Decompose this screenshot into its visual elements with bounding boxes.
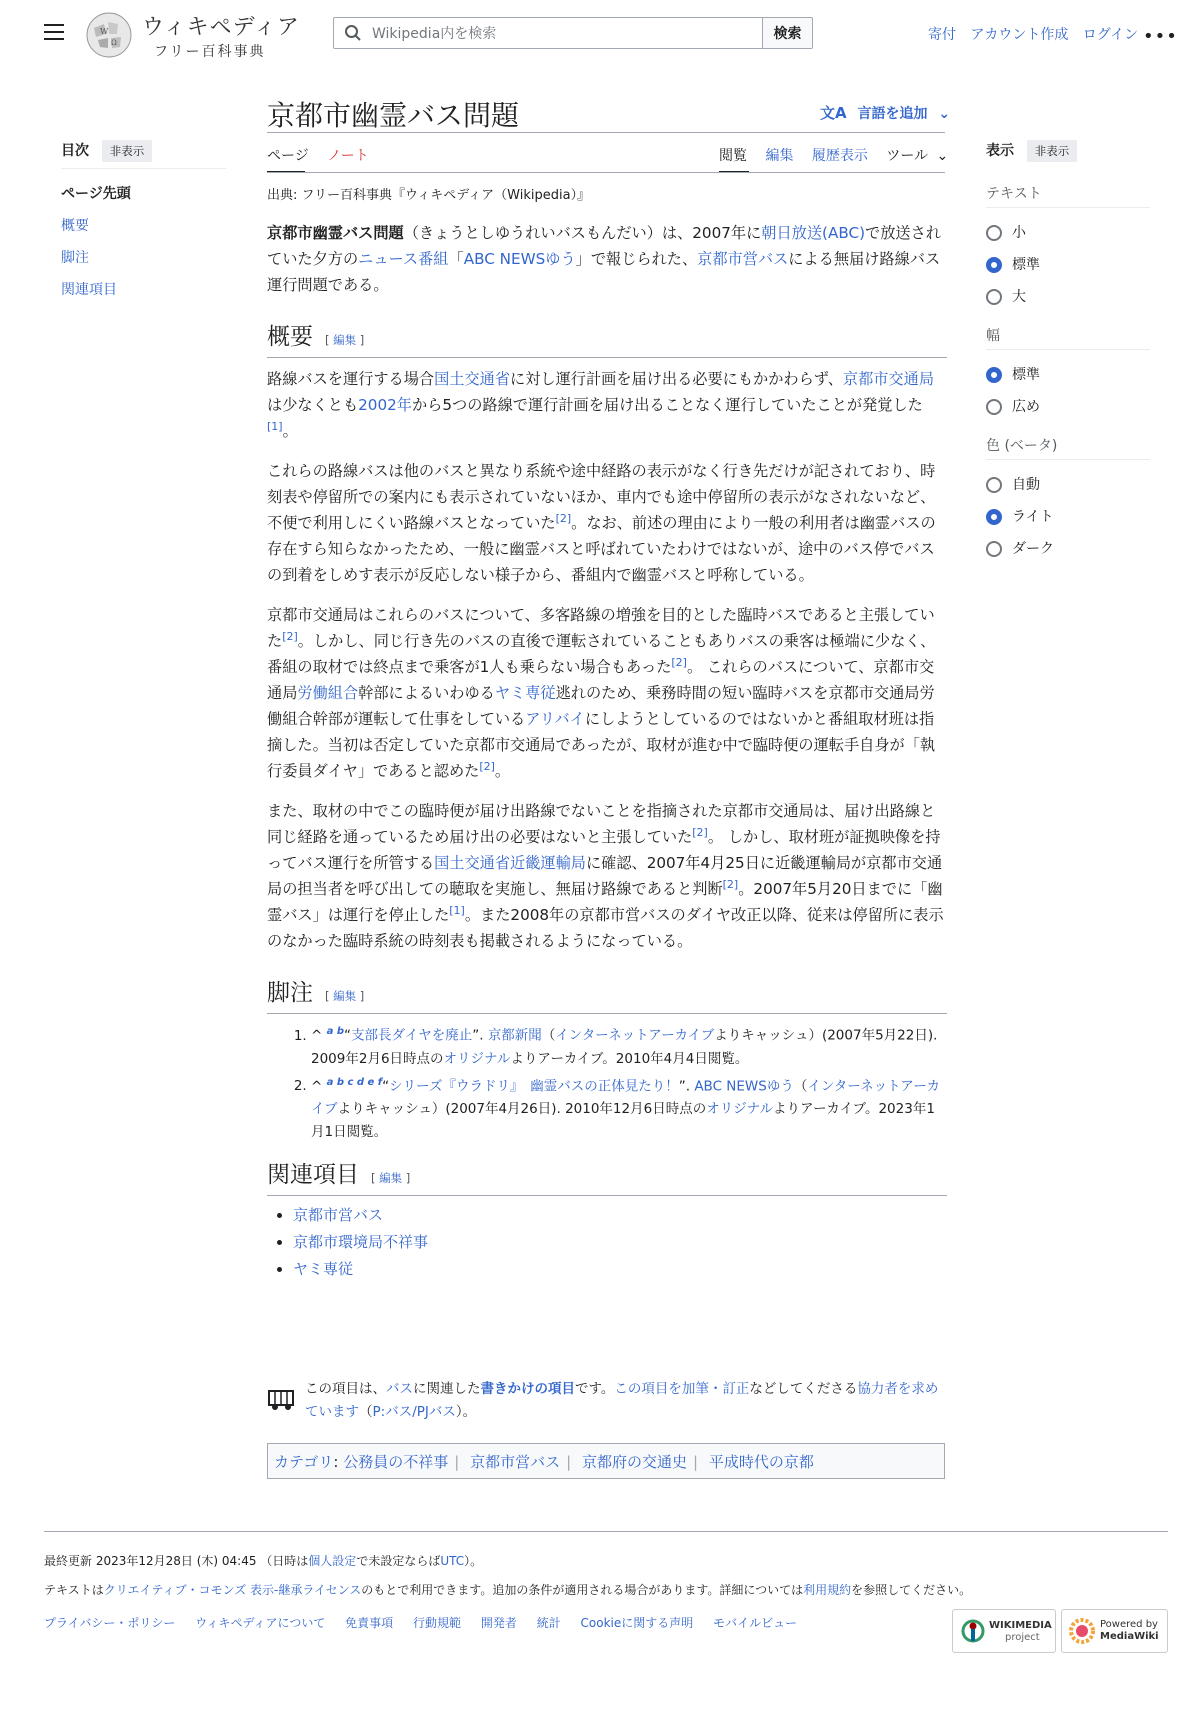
paragraph: これらの路線バスは他のバスと異なり系統や途中経路の表示がなく行き先だけが記されており、時刻表や停留所での案内にも表示されていないほか、車内でも途中停留所の表示がなされないなど、不便で利用しにくい路線バスとなっていた[2]。なお、前述の理由により一般の利用者は幽霊バスの存在すら知らなかったため、一般に幽霊バスと呼ばれていたわけではないが、途中のバス停でバスの到着をしめす表示が反応しない様子から、番組内で幽霊バスと呼称している。 [267,462,936,584]
badge-text: Powered by [1100,1619,1158,1630]
footer-link[interactable]: 行動規範 [413,1616,462,1630]
svg-text:W: W [100,27,109,36]
wikipedia-wordmark[interactable] [142,10,300,61]
link[interactable]: 京都市交通局 [842,370,935,388]
badge-text: project [1005,1632,1040,1643]
divider [986,207,1150,208]
text-size-standard-radio[interactable] [986,254,1040,274]
radio-label: 小 [1012,225,1026,241]
appearance-title: 表示 [986,143,1014,159]
footer-divider [44,1531,1168,1532]
article-content [267,220,947,1283]
edit-section-link[interactable]: 編集 [333,333,357,347]
section-heading-notes: 脚注 [ 編集 ] [267,980,947,1014]
link[interactable]: 2002年 [358,396,412,414]
link[interactable]: シリーズ『ウラドリ』 幽霊バスの正体見たり！ [389,1078,679,1094]
wordmark-tagline: フリー百科事典 [154,44,266,60]
width-standard-radio[interactable] [986,364,1040,384]
login-link[interactable]: ログイン [1082,27,1139,43]
radio-circle [986,399,1002,415]
list-item [293,1202,947,1229]
lead-paragraph: 京都市幽霊バス問題（きょうとしゆうれいバスもんだい）は、2007年に朝日放送(ABC)で放送されていた夕方のニュース番組「ABC NEWSゆう」で報じられた、京都市営バスによる無届け路線バス運行問題である。 [267,224,941,294]
reference-item: 1. ^ $^{a b}$“支部長ダイヤを廃止”. 京都新聞（インターネットアーカイブよりキャッシュ）(2007年5月22日). 2009年2月6日時点のオリジナルよりアーカイブ。2010年4月4日閲覧。 [311,1020,947,1071]
link[interactable]: バス [386,1381,413,1397]
tab-history[interactable]: 履歴表示 [811,148,868,164]
last-modified: 最終更新 2023年12月28日 (木) 04:45 （日時は個人設定で未設定ならばUTC）。 [44,1554,483,1568]
main-menu-button[interactable] [44,24,64,40]
section-heading-see-also: 関連項目 [ 編集 ] [267,1162,947,1196]
badge-text: MediaWiki [1100,1631,1159,1642]
categories-link[interactable]: カテゴリ [274,1453,334,1471]
link[interactable]: 国土交通省 [434,370,510,388]
link[interactable]: クリエイティブ・コモンズ 表示-継承ライセンス [103,1583,362,1597]
category-link[interactable]: 公務員の不祥事 [343,1453,449,1471]
category-link[interactable]: 京都府の交通史 [581,1453,687,1471]
text-size-small-radio[interactable] [986,222,1026,242]
text-size-large-radio[interactable] [986,286,1026,306]
radio-circle [986,225,1002,241]
tab-edit[interactable]: 編集 [765,148,794,164]
width-label: 幅 [986,328,1000,344]
see-also-link[interactable]: 京都市環境局不祥事 [293,1233,429,1251]
chevron-down-icon: ⌄ [938,106,951,122]
link[interactable]: ABC NEWSゆう [694,1078,794,1094]
link[interactable]: 京都新聞 [487,1027,542,1044]
link[interactable]: 国土交通省近畿運輸局 [434,854,586,872]
category-box: カテゴリ: 公務員の不祥事 | 京都市営バス | 京都府の交通史 | 平成時代の京都 [267,1443,945,1479]
link[interactable]: この項目を加筆・訂正 [614,1381,750,1397]
see-also-list [267,1202,947,1283]
search-button[interactable]: 検索 [762,17,813,49]
color-label: 色 (ベータ) [986,438,1058,454]
radio-label: ライト [1012,509,1054,525]
list-item [293,1256,947,1283]
link[interactable]: ニュース番組 [358,250,449,268]
category-link[interactable]: 京都市営バス [470,1453,561,1471]
link[interactable]: P:バス/PJバス [372,1404,456,1420]
text-size-label: テキスト [986,186,1042,202]
site-subtitle: 出典: フリー百科事典『ウィキペディア（Wikipedia）』 [267,188,591,203]
edit-section-link[interactable]: 編集 [379,1171,403,1185]
footer-link[interactable]: モバイルビュー [713,1616,798,1630]
wikimedia-logo-icon [961,1619,985,1643]
color-auto-radio[interactable] [986,474,1040,494]
list-item [293,1229,947,1256]
footer-link[interactable]: Cookieに関する声明 [580,1616,694,1630]
title-divider [267,132,945,133]
radio-circle [986,477,1002,493]
add-language-label: 言語を追加 [857,106,928,122]
translate-icon: 文A [820,104,847,122]
divider [986,349,1150,350]
toc-title: 目次 [61,143,89,159]
toc-item-top[interactable]: ページ先頭 [61,186,131,202]
powered-by-mediawiki-badge[interactable] [1061,1609,1168,1653]
radio-circle [986,289,1002,305]
radio-circle-selected [986,509,1002,525]
tab-read[interactable]: 閲覧 [719,148,747,164]
add-language-button[interactable] [820,102,950,123]
footer-link[interactable]: 統計 [536,1616,561,1630]
width-wide-radio[interactable] [986,396,1040,416]
paragraph: また、取材の中でこの臨時便が届け出路線でないことを指摘された京都市交通局は、届け出路線と同じ経路を通っているため届け出の必要はないと主張していた[2]。 しかし、取材班が証拠映像を持ってバス運行を所管する国土交通省近畿運輸局に確認、2007年4月25日に近畿運輸局が京都市交通局の担当者を呼び出しての聴取を実施し、無届け路線であると判断[2]。2007年5月20日までに「幽霊バス」は運行を停止した[1]。また2008年の京都市営バスのダイヤ改正以降、従来は停留所に表示のなかった臨時系統の時刻表も掲載されるようになっている。 [267,802,944,950]
paragraph: 京都市交通局はこれらのバスについて、多客路線の増強を目的とした臨時バスであると主張していた[2]。しかし、同じ行き先のバスの直後で運転されていることもありバスの乗客は極端に少なく、番組の取材では終点まで乗客が1人も乗らない場合もあった[2]。 これらのバスについて、京都市交通局労働組合幹部によるいわゆるヤミ専従逃れのため、乗務時間の短い臨時バスを京都市交通局労働組合幹部が運転して仕事をしているアリバイにしようとしているのではないかと番組取材班は指摘した。当初は否定していた京都市交通局であったが、取材が進む中で臨時便の運転手自身が「執行委員ダイヤ」であると認めた[2]。 [267,606,936,780]
footer-link[interactable]: プライバシー・ポリシー [44,1616,176,1630]
radio-circle-selected [986,257,1002,273]
page-title: 京都市幽霊バス問題 [267,99,520,132]
link[interactable]: 書きかけの項目 [480,1381,575,1397]
link[interactable]: 労働組合 [297,684,359,702]
user-links [928,24,1148,44]
category-link[interactable]: 平成時代の京都 [708,1453,814,1471]
wordmark-title: ウィキペディア [142,15,300,40]
link[interactable]: ABC NEWSゆう [463,250,576,268]
tab-talk[interactable]: ノート [327,148,369,164]
paragraph: 路線バスを運行する場合国土交通省に対し運行計画を届け出る必要にもかかわらず、京都市交通局は少なくとも2002年から5つの路線で運行計画を届け出ることなく運行していたことが発覚した[1]。 [267,370,935,440]
link[interactable]: オリジナル [706,1101,774,1117]
reference-item: 2. ^ $^{a b c d e f}$“シリーズ『ウラドリ』 幽霊バスの正体見たり！”. ABC NEWSゆう（インターネットアーカイブよりキャッシュ）(2007年4月26日). 2010年12月6日時点のオリジナルよりアーカイブ。2023年1月1日閲覧。 [311,1071,947,1145]
bus-icon [267,1386,295,1412]
radio-label: ダーク [1012,541,1054,557]
radio-circle [986,541,1002,557]
wikipedia-globe-logo[interactable] [84,10,134,60]
link[interactable]: 協力者を求めています [305,1381,939,1420]
svg-text:Ω: Ω [111,39,117,47]
footer-link[interactable]: 免責事項 [345,1616,394,1630]
tab-tools[interactable]: ツール [886,148,929,164]
create-account-link[interactable]: アカウント作成 [970,27,1069,43]
link[interactable]: 個人設定 [308,1554,357,1568]
toc-item-overview[interactable]: 概要 [61,218,89,234]
divider [986,459,1150,460]
tabs-divider [267,172,945,173]
link[interactable]: 支部長ダイヤを廃止 [351,1027,473,1044]
search-form [333,17,813,49]
more-options-icon[interactable]: ••• [1143,26,1178,47]
toc-item-see-also[interactable]: 関連項目 [61,282,117,298]
link[interactable]: オリジナル [443,1050,511,1067]
radio-label: 広め [1012,399,1040,415]
donate-link[interactable]: 寄付 [928,27,956,43]
see-also-link[interactable]: ヤミ専従 [293,1260,354,1278]
footer-link[interactable]: ウィキペディアについて [195,1616,326,1630]
stub-text: この項目は、バスに関連した書きかけの項目です。この項目を加筆・訂正などしてくださる協力者を求めています（P:バス/PJバス）。 [305,1381,939,1420]
references-list [267,1020,947,1144]
edit-section-link[interactable]: 編集 [333,989,357,1003]
tab-page[interactable]: ページ [267,148,309,164]
link[interactable]: インターネットアーカイブ [311,1078,941,1117]
badge-text: WIKIMEDIA [989,1620,1052,1631]
link[interactable]: アリバイ [525,710,585,728]
chevron-down-icon: ⌄ [936,148,949,164]
radio-label: 自動 [1012,477,1040,493]
search-input[interactable] [370,23,754,45]
namespace-tabs [267,145,369,165]
radio-label: 標準 [1012,257,1040,273]
table-of-contents-header [61,140,231,162]
color-dark-radio[interactable] [986,538,1054,558]
link[interactable]: 京都市営バス [697,250,789,268]
toc-hide-button[interactable]: 非表示 [102,140,153,162]
view-tabs [719,145,948,165]
license-notice: テキストはクリエイティブ・コモンズ 表示-継承ライセンスのもとで利用できます。追加の条件が適用される場合があります。詳細については利用規約を参照してください。 [44,1583,972,1597]
footer-links [44,1614,813,1631]
stub-notice [267,1378,947,1424]
radio-label: 大 [1012,289,1026,305]
mediawiki-logo-icon [1069,1618,1095,1644]
color-light-radio[interactable] [986,506,1054,526]
section-heading-overview: 概要 [ 編集 ] [267,324,947,358]
appearance-header [986,140,1156,162]
appearance-hide-button[interactable]: 非表示 [1027,140,1078,162]
radio-circle-selected [986,367,1002,383]
site-header [0,0,1200,66]
search-box [333,17,763,49]
link[interactable]: ヤミ専従 [494,684,556,702]
toc-divider [61,168,226,169]
wikimedia-project-badge[interactable] [952,1609,1056,1653]
radio-label: 標準 [1012,367,1040,383]
link[interactable]: 利用規約 [803,1583,852,1597]
link[interactable]: 朝日放送(ABC) [761,224,866,242]
search-icon [344,24,362,42]
toc-item-notes[interactable]: 脚注 [61,250,89,266]
see-also-link[interactable]: 京都市営バス [293,1206,384,1224]
link[interactable]: UTC [440,1554,465,1568]
link[interactable]: インターネットアーカイブ [555,1027,715,1044]
footer-link[interactable]: 開発者 [480,1616,517,1630]
